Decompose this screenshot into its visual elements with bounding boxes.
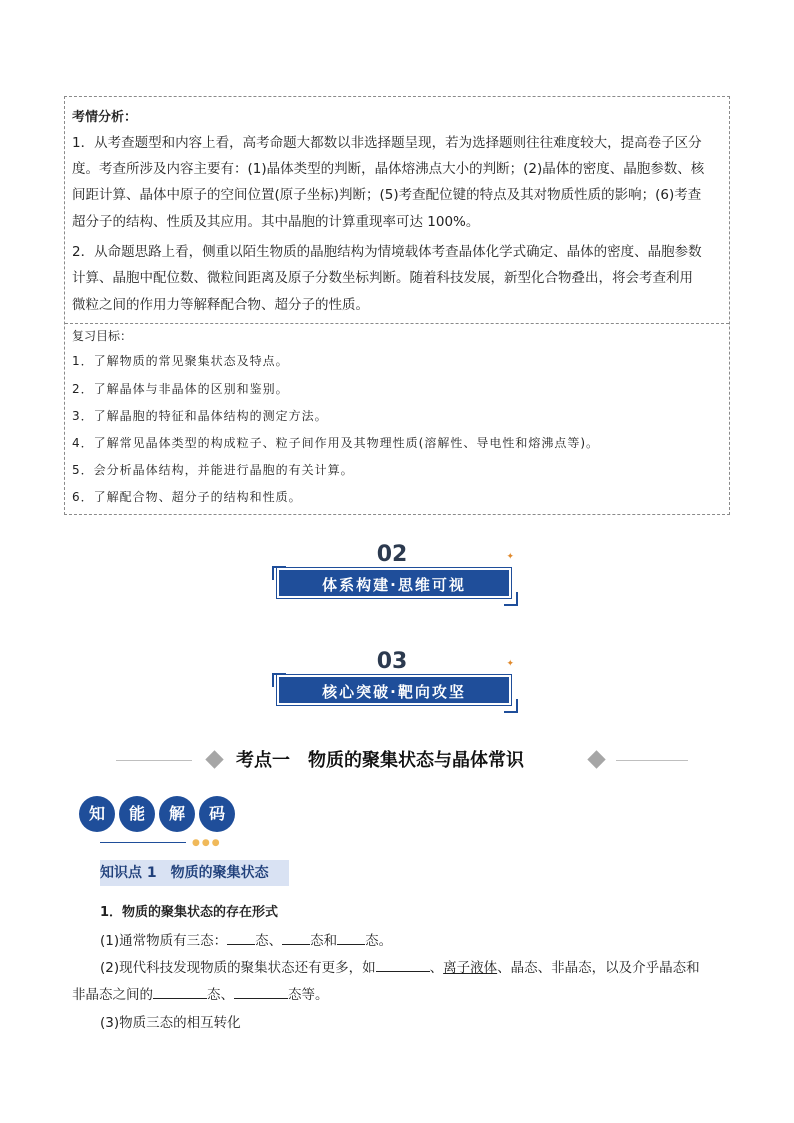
text: 态和: [310, 933, 338, 949]
divider-line: [116, 760, 192, 761]
goal-item: 1．了解物质的常见聚集状态及特点。: [72, 354, 289, 368]
dots-icon: ●●●: [192, 838, 222, 848]
badge-underline: [100, 842, 186, 843]
text: 态、: [207, 987, 234, 1003]
analysis-title: 考情分析：: [72, 110, 138, 125]
topic-title: 考点一 物质的聚集状态与晶体常识: [236, 750, 524, 771]
fill-blank[interactable]: [282, 931, 310, 945]
analysis-line: 2．从命题思路上看，侧重以陌生物质的晶胞结构为情境载体考查晶体化学式确定、晶体的密度、晶胞参数: [72, 244, 702, 260]
sparkle-icon: ✦: [506, 659, 514, 669]
section-number: 03: [376, 649, 408, 674]
text: 态。: [365, 933, 393, 949]
sparkle-icon: ✦: [506, 552, 514, 562]
section-label: 核心突破·靶向攻坚: [277, 675, 511, 705]
content-line: (3)物质三态的相互转化: [100, 1015, 241, 1031]
text: 、: [429, 960, 444, 976]
divider-line: [616, 760, 688, 761]
badge: 知: [79, 796, 115, 832]
content-heading: 1．物质的聚集状态的存在形式: [100, 905, 279, 920]
section-header-03: [272, 649, 518, 705]
fill-blank[interactable]: [337, 931, 365, 945]
analysis-line: 计算、晶胞中配位数、微粒间距离及原子分数坐标判断。随着科技发展，新型化合物叠出，将会考查利用: [72, 270, 693, 286]
goal-item: 3．了解晶胞的特征和晶体结构的测定方法。: [72, 409, 328, 423]
topic-title-row: [0, 745, 794, 775]
badge: 码: [199, 796, 235, 832]
content-line: [72, 983, 329, 1003]
analysis-line: 1．从考查题型和内容上看，高考命题大都数以非选择题呈现，若为选择题则往往难度较大，提高卷子区分: [72, 135, 702, 151]
goal-item: 4．了解常见晶体类型的构成粒子、粒子间作用及其物理性质(溶解性、导电性和熔沸点等)。: [72, 436, 600, 450]
text: 、晶态、非晶态，以及介乎晶态和: [497, 960, 700, 976]
content-line: [100, 956, 700, 976]
fill-blank[interactable]: [227, 931, 255, 945]
text: (1)通常物质有三态：: [100, 933, 228, 949]
analysis-line: 超分子的结构、性质及其应用。其中晶胞的计算重现率可达 100%。: [72, 214, 480, 230]
analysis-line: 微粒之间的作用力等解释配合物、超分子的性质。: [72, 297, 369, 313]
section-label: 体系构建·思维可视: [277, 568, 511, 598]
text: (2)现代科技发现物质的聚集状态还有更多，如: [100, 960, 376, 976]
fill-blank[interactable]: [376, 958, 430, 972]
text: 非晶态之间的: [72, 987, 153, 1003]
analysis-line: 间距计算、晶体中原子的空间位置(原子坐标)判断；(5)考查配位键的特点及其对物质性质的影响；(6)考查: [72, 187, 702, 203]
analysis-line: 度。考查所涉及内容主要有：(1)晶体类型的判断，晶体熔沸点大小的判断；(2)晶体的密度、晶胞参数、核: [72, 161, 705, 177]
diamond-icon: [205, 750, 223, 768]
goals-title: 复习目标：: [72, 329, 133, 343]
section-header-02: [272, 542, 518, 598]
exam-analysis-box: [64, 96, 730, 515]
goal-item: 5．会分析晶体结构，并能进行晶胞的有关计算。: [72, 463, 354, 477]
text: 态、: [255, 933, 283, 949]
badge: 解: [159, 796, 195, 832]
bracket-right-icon: [504, 592, 518, 606]
fill-blank[interactable]: [234, 985, 288, 999]
diamond-icon: [587, 750, 605, 768]
box-divider: [65, 323, 729, 324]
bracket-right-icon: [504, 699, 518, 713]
content-line: [100, 929, 392, 949]
fill-blank[interactable]: [153, 985, 207, 999]
section-number: 02: [376, 542, 408, 567]
knowledge-point-label: 知识点 1 物质的聚集状态: [100, 860, 289, 886]
text: 态等。: [288, 987, 329, 1003]
goal-item: 6．了解配合物、超分子的结构和性质。: [72, 490, 302, 504]
badge: 能: [119, 796, 155, 832]
text: 离子液体: [443, 960, 498, 976]
goal-item: 2．了解晶体与非晶体的区别和鉴别。: [72, 382, 289, 396]
